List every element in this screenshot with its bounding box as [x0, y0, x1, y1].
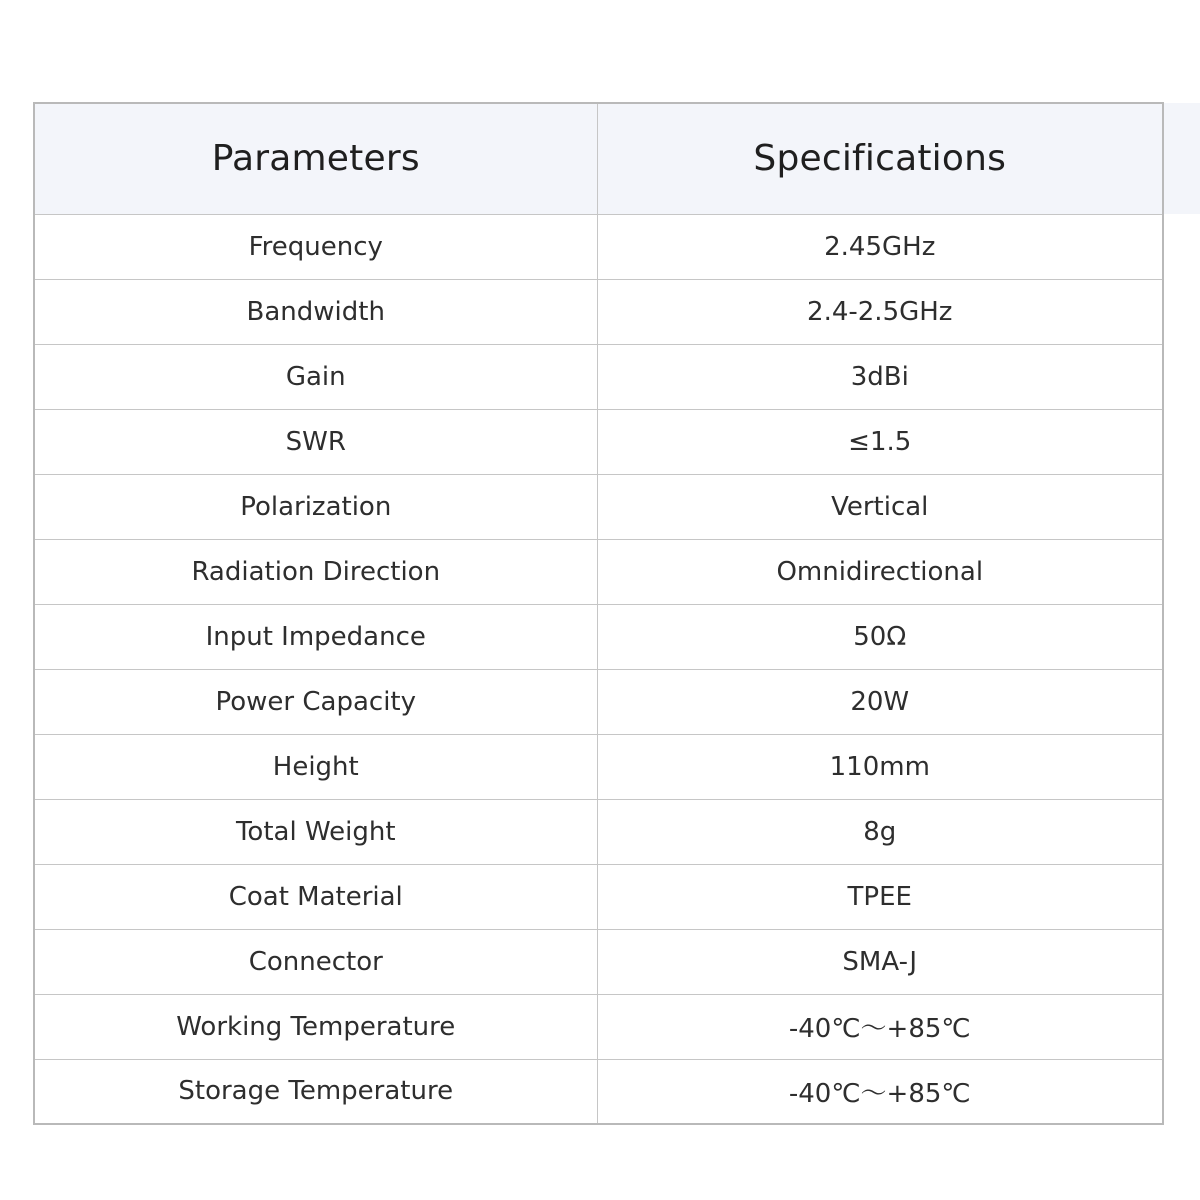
parameter-cell: Working Temperature: [34, 994, 597, 1059]
specification-cell: Vertical: [597, 474, 1163, 539]
parameter-cell: Frequency: [34, 214, 597, 279]
parameter-cell: Height: [34, 734, 597, 799]
specification-cell: -40℃～+85℃: [597, 994, 1163, 1059]
table-row: [34, 344, 1163, 409]
parameter-cell: Total Weight: [34, 799, 597, 864]
specification-cell: -40℃～+85℃: [597, 1059, 1163, 1124]
header-background-extension: [1160, 103, 1200, 214]
table-header: [34, 103, 1163, 214]
header-parameters: Parameters: [34, 103, 597, 214]
table-row: [34, 669, 1163, 734]
parameter-cell: Polarization: [34, 474, 597, 539]
table-body: [34, 214, 1163, 1124]
table-row: [34, 1059, 1163, 1124]
specification-cell: 20W: [597, 669, 1163, 734]
parameter-cell: SWR: [34, 409, 597, 474]
table-row: [34, 604, 1163, 669]
specification-cell: Omnidirectional: [597, 539, 1163, 604]
parameter-cell: Input Impedance: [34, 604, 597, 669]
header-row: [34, 103, 1163, 214]
parameter-cell: Gain: [34, 344, 597, 409]
parameter-cell: Power Capacity: [34, 669, 597, 734]
specification-cell: 3dBi: [597, 344, 1163, 409]
specification-cell: 8g: [597, 799, 1163, 864]
table-row: [34, 474, 1163, 539]
parameter-cell: Connector: [34, 929, 597, 994]
header-specifications: Specifications: [597, 103, 1163, 214]
specification-cell: SMA-J: [597, 929, 1163, 994]
table-row: [34, 864, 1163, 929]
parameter-cell: Storage Temperature: [34, 1059, 597, 1124]
table-row: [34, 994, 1163, 1059]
specification-cell: 2.45GHz: [597, 214, 1163, 279]
parameter-cell: Coat Material: [34, 864, 597, 929]
table-row: [34, 409, 1163, 474]
table-row: [34, 929, 1163, 994]
specification-cell: 110mm: [597, 734, 1163, 799]
table-row: [34, 799, 1163, 864]
table-row: [34, 214, 1163, 279]
parameter-cell: Radiation Direction: [34, 539, 597, 604]
parameter-cell: Bandwidth: [34, 279, 597, 344]
specification-cell: 2.4-2.5GHz: [597, 279, 1163, 344]
table-row: [34, 734, 1163, 799]
table-row: [34, 279, 1163, 344]
specification-cell: ≤1.5: [597, 409, 1163, 474]
specification-cell: TPEE: [597, 864, 1163, 929]
specification-cell: 50Ω: [597, 604, 1163, 669]
table-row: [34, 539, 1163, 604]
spec-table: [33, 102, 1164, 1125]
